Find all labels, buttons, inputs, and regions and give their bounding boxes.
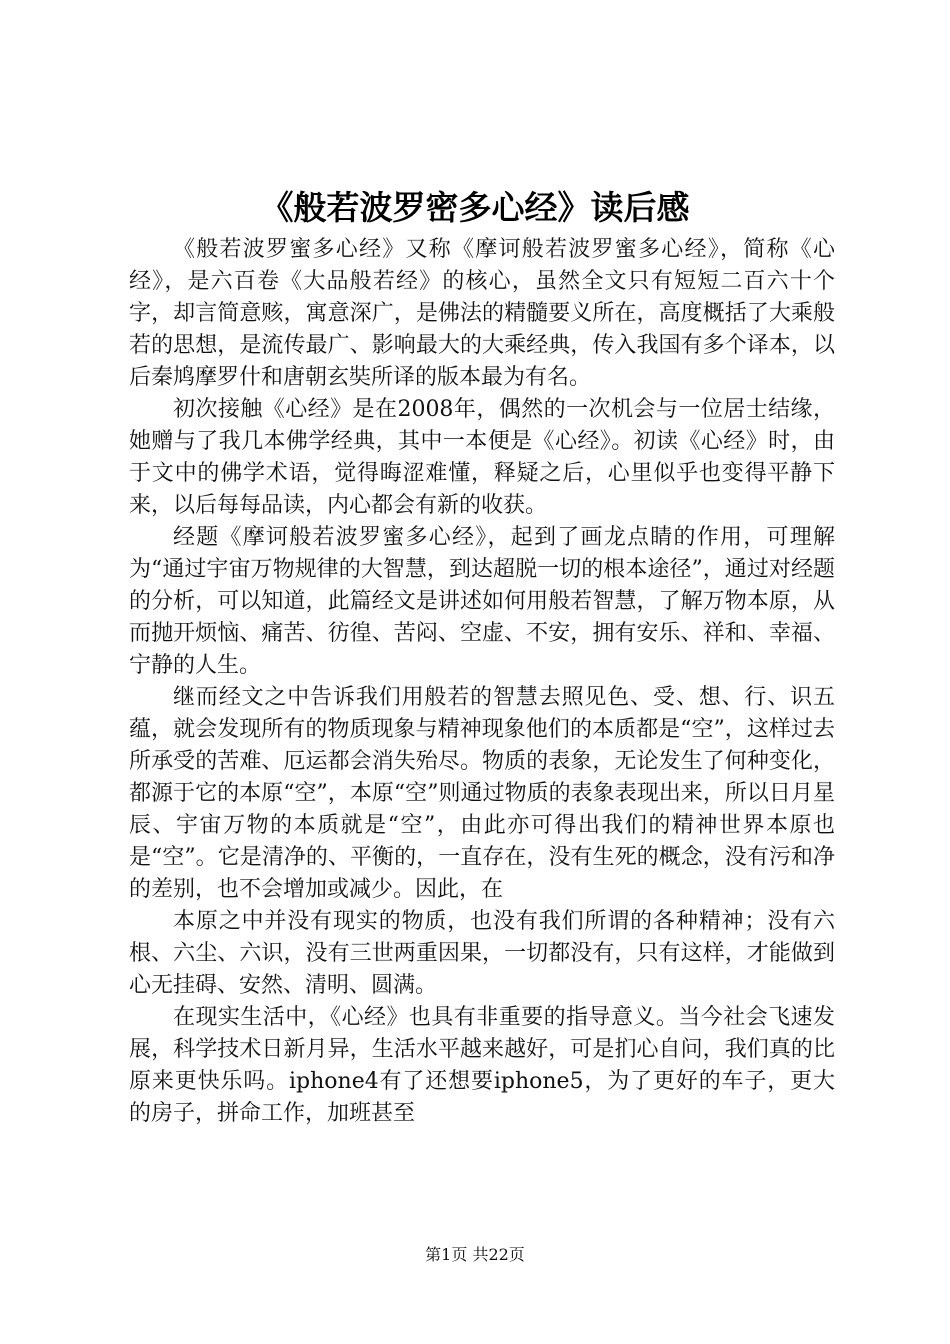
paragraph: 继而经文之中告诉我们用般若的智慧去照见色、受、想、行、识五蕴，就会发现所有的物质现象与精神现象他们的本质都是“空”，这样过去所承受的苦难、厄运都会消失殆尽。物质的表象，无论发生了何种变化，都源于它的本原“空”，本原“空”则通过物质的表象表现出来，所以日月星辰、宇宙万物的本质就是“空”，由此亦可得出我们的精神世界本原也是“空”。它是清净的、平衡的，一直存在，没有生死的概念，没有污和净的差别，也不会增加或减少。因此，在: [129, 685, 835, 902]
document-body: [129, 234, 835, 1130]
paragraph: 在现实生活中，《心经》也具有非重要的指导意义。当今社会飞速发展，科学技术日新月异，生活水平越来越好，可是扪心自问，我们真的比原来更快乐吗。iphone4有了还想要iphone5，为了更好的车子，更大的房子，拼命工作，加班甚至: [129, 1005, 835, 1126]
paragraph: 初次接触《心经》是在2008年，偶然的一次机会与一位居士结缘，她赠与了我几本佛学经典，其中一本便是《心经》。初读《心经》时，由于文中的佛学术语，觉得晦涩难懂，释疑之后，心里似乎也变得平静下来，以后每每品读，内心都会有新的收获。: [129, 397, 835, 518]
paragraph: 《般若波罗蜜多心经》又称《摩诃般若波罗蜜多心经》，简称《心经》，是六百卷《大品般若经》的核心，虽然全文只有短短二百六十个字，却言简意赅，寓意深广，是佛法的精髓要义所在，高度概括了大乘般若的思想，是流传最广、影响最大的大乘经典，传入我国有多个译本，以后秦鸠摩罗什和唐朝玄奘所译的版本最为有名。: [129, 237, 835, 390]
page-footer: [0, 1244, 950, 1266]
document-title: 《般若波罗密多心经》读后感: [260, 188, 690, 227]
paragraph: 经题《摩诃般若波罗蜜多心经》，起到了画龙点睛的作用，可理解为“通过宇宙万物规律的大智慧，到达超脱一切的根本途径”，通过对经题的分析，可以知道，此篇经文是讲述如何用般若智慧，了解万物本原，从而抛开烦恼、痛苦、彷徨、苦闷、空虚、不安，拥有安乐、祥和、幸福、宁静的人生。: [129, 525, 835, 678]
paragraph: 本原之中并没有现实的物质，也没有我们所谓的各种精神；没有六根、六尘、六识，没有三世两重因果，一切都没有，只有这样，才能做到心无挂碍、安然、清明、圆满。: [129, 909, 835, 998]
page-indicator: 第1页 共22页: [425, 1245, 525, 1264]
